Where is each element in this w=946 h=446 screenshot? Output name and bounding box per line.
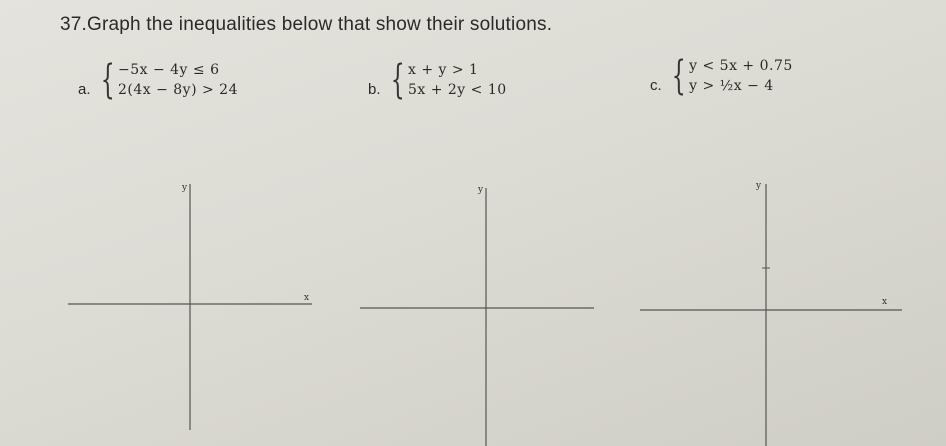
problem-letter-a: a. — [78, 81, 91, 98]
system-c — [650, 53, 793, 99]
system-a — [78, 57, 238, 103]
problem-letter-c: c. — [650, 77, 662, 94]
inequality-system-c — [689, 56, 793, 96]
y-axis-label-a: y — [182, 183, 188, 193]
inequality-a-2: 2(4x − 8y) > 24 — [117, 82, 238, 98]
inequality-system-b — [408, 60, 507, 100]
inequality-system-a — [118, 60, 238, 100]
brace-c: { — [671, 53, 686, 99]
problem-number: 37. — [60, 14, 88, 35]
graph-c[interactable] — [640, 176, 910, 446]
problem-heading — [60, 14, 552, 36]
coordinate-plane-a — [68, 180, 318, 430]
graph-b[interactable] — [360, 184, 600, 446]
problem-instruction: Graph the inequalities below that show their solutions. — [87, 14, 553, 35]
inequality-b-2: 5x + 2y < 10 — [407, 82, 507, 98]
inequality-a-1: −5x − 4y ≤ 6 — [117, 62, 220, 78]
brace-b: { — [390, 57, 405, 103]
coordinate-plane-c — [640, 176, 910, 446]
inequality-c-1: y < 5x + 0.75 — [689, 58, 793, 74]
y-axis-label-b: y — [478, 185, 484, 195]
brace-a: { — [100, 57, 115, 103]
x-axis-label-c: x — [882, 297, 888, 307]
inequality-b-1: x + y > 1 — [407, 62, 479, 78]
coordinate-plane-b — [360, 184, 600, 446]
y-axis-label-c: y — [756, 181, 762, 191]
inequality-c-2: y > ½x − 4 — [689, 78, 774, 94]
system-b — [368, 57, 507, 103]
graph-a[interactable] — [68, 180, 318, 430]
x-axis-label-a: x — [304, 293, 310, 303]
problem-letter-b: b. — [368, 81, 381, 98]
